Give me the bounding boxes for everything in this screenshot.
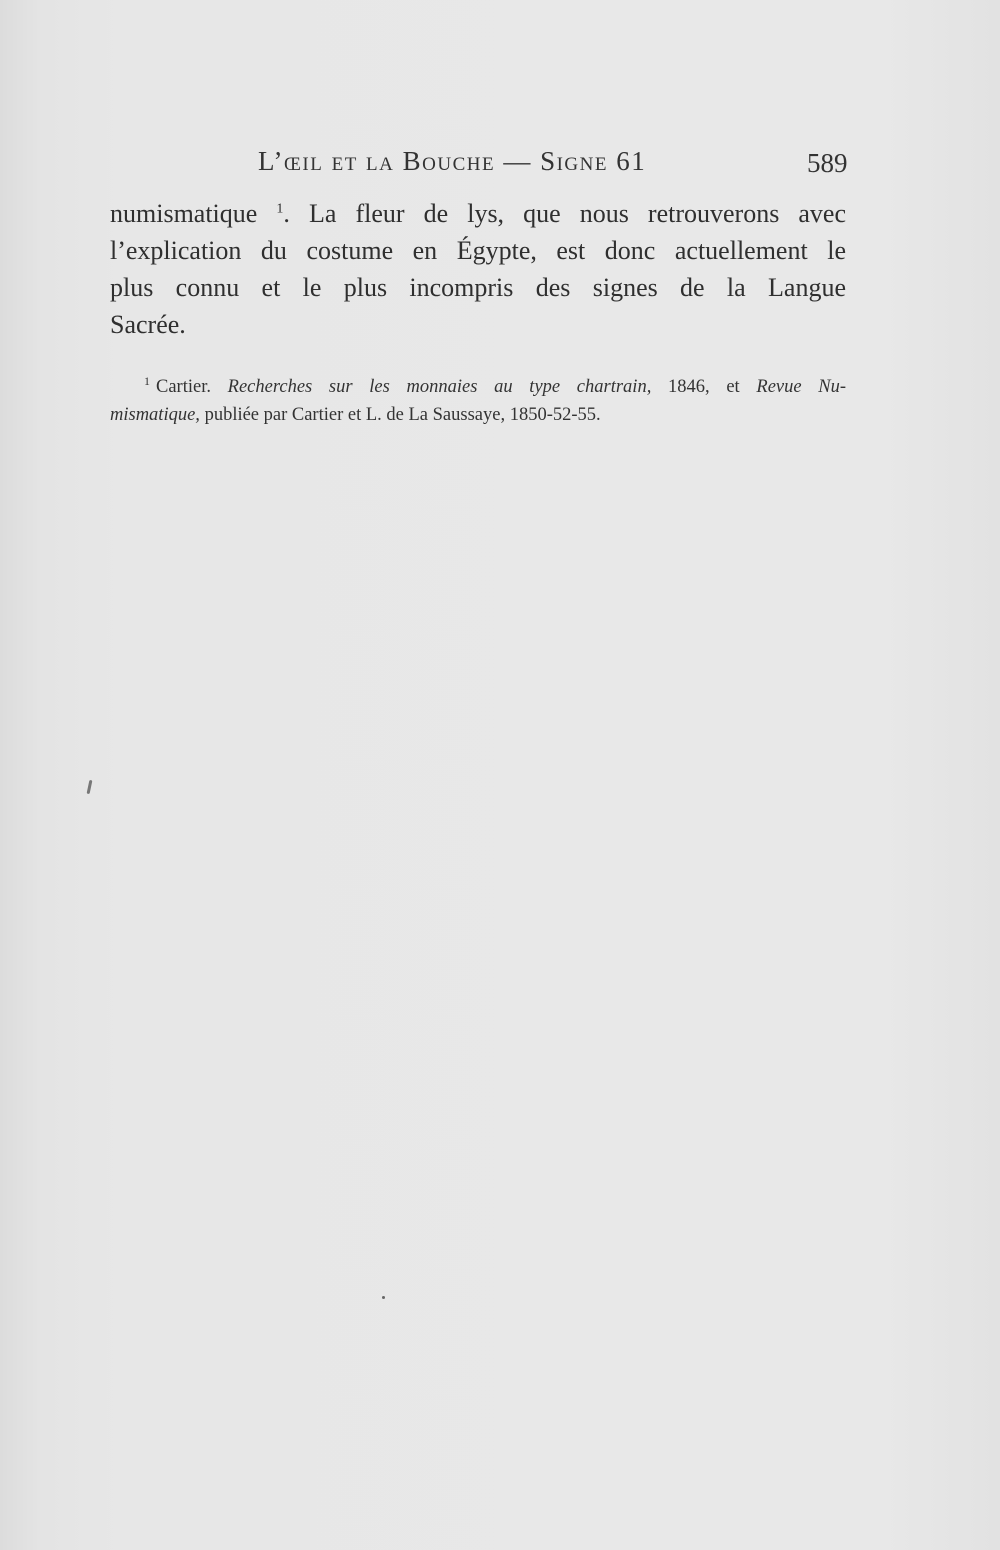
body-paragraph xyxy=(110,195,846,343)
body-line-1-end: . La fleur de lys, que nous retrouverons avec xyxy=(283,199,847,228)
body-line-1-start: numismatique xyxy=(110,199,258,228)
paper-speck xyxy=(87,780,93,794)
body-line-3: plus connu et le plus incompris des signes de la Langue xyxy=(110,273,846,302)
footnote-line-2 xyxy=(110,401,846,429)
footnote-mark: 1 xyxy=(144,373,150,388)
body-line-4: Sacrée. xyxy=(110,310,186,339)
footnote-title-2b: mismatique, xyxy=(110,405,200,425)
bleed-through-text xyxy=(300,630,306,656)
footnote-line-1 xyxy=(110,373,846,401)
body-line-2: l’explication du costume en Égypte, est donc actuellement le xyxy=(110,236,846,265)
body-line-1 xyxy=(110,195,846,232)
footnote xyxy=(110,373,846,429)
footnote-title-2a: Revue Nu- xyxy=(756,377,847,397)
running-head: L’œil et la Bouche — Signe 61 xyxy=(258,146,647,176)
page-number: 589 xyxy=(807,148,848,178)
footnote-title-1: Recherches sur les monnaies au type chartrain, xyxy=(227,377,652,397)
paper-speck xyxy=(382,1296,385,1299)
footnote-mid: 1846, et xyxy=(668,377,740,397)
footnote-author: Cartier. xyxy=(156,377,211,397)
footnote-reference: 1 xyxy=(276,201,284,217)
footnote-rest: publiée par Cartier et L. de La Saussaye, 1850-52-55. xyxy=(204,405,601,425)
